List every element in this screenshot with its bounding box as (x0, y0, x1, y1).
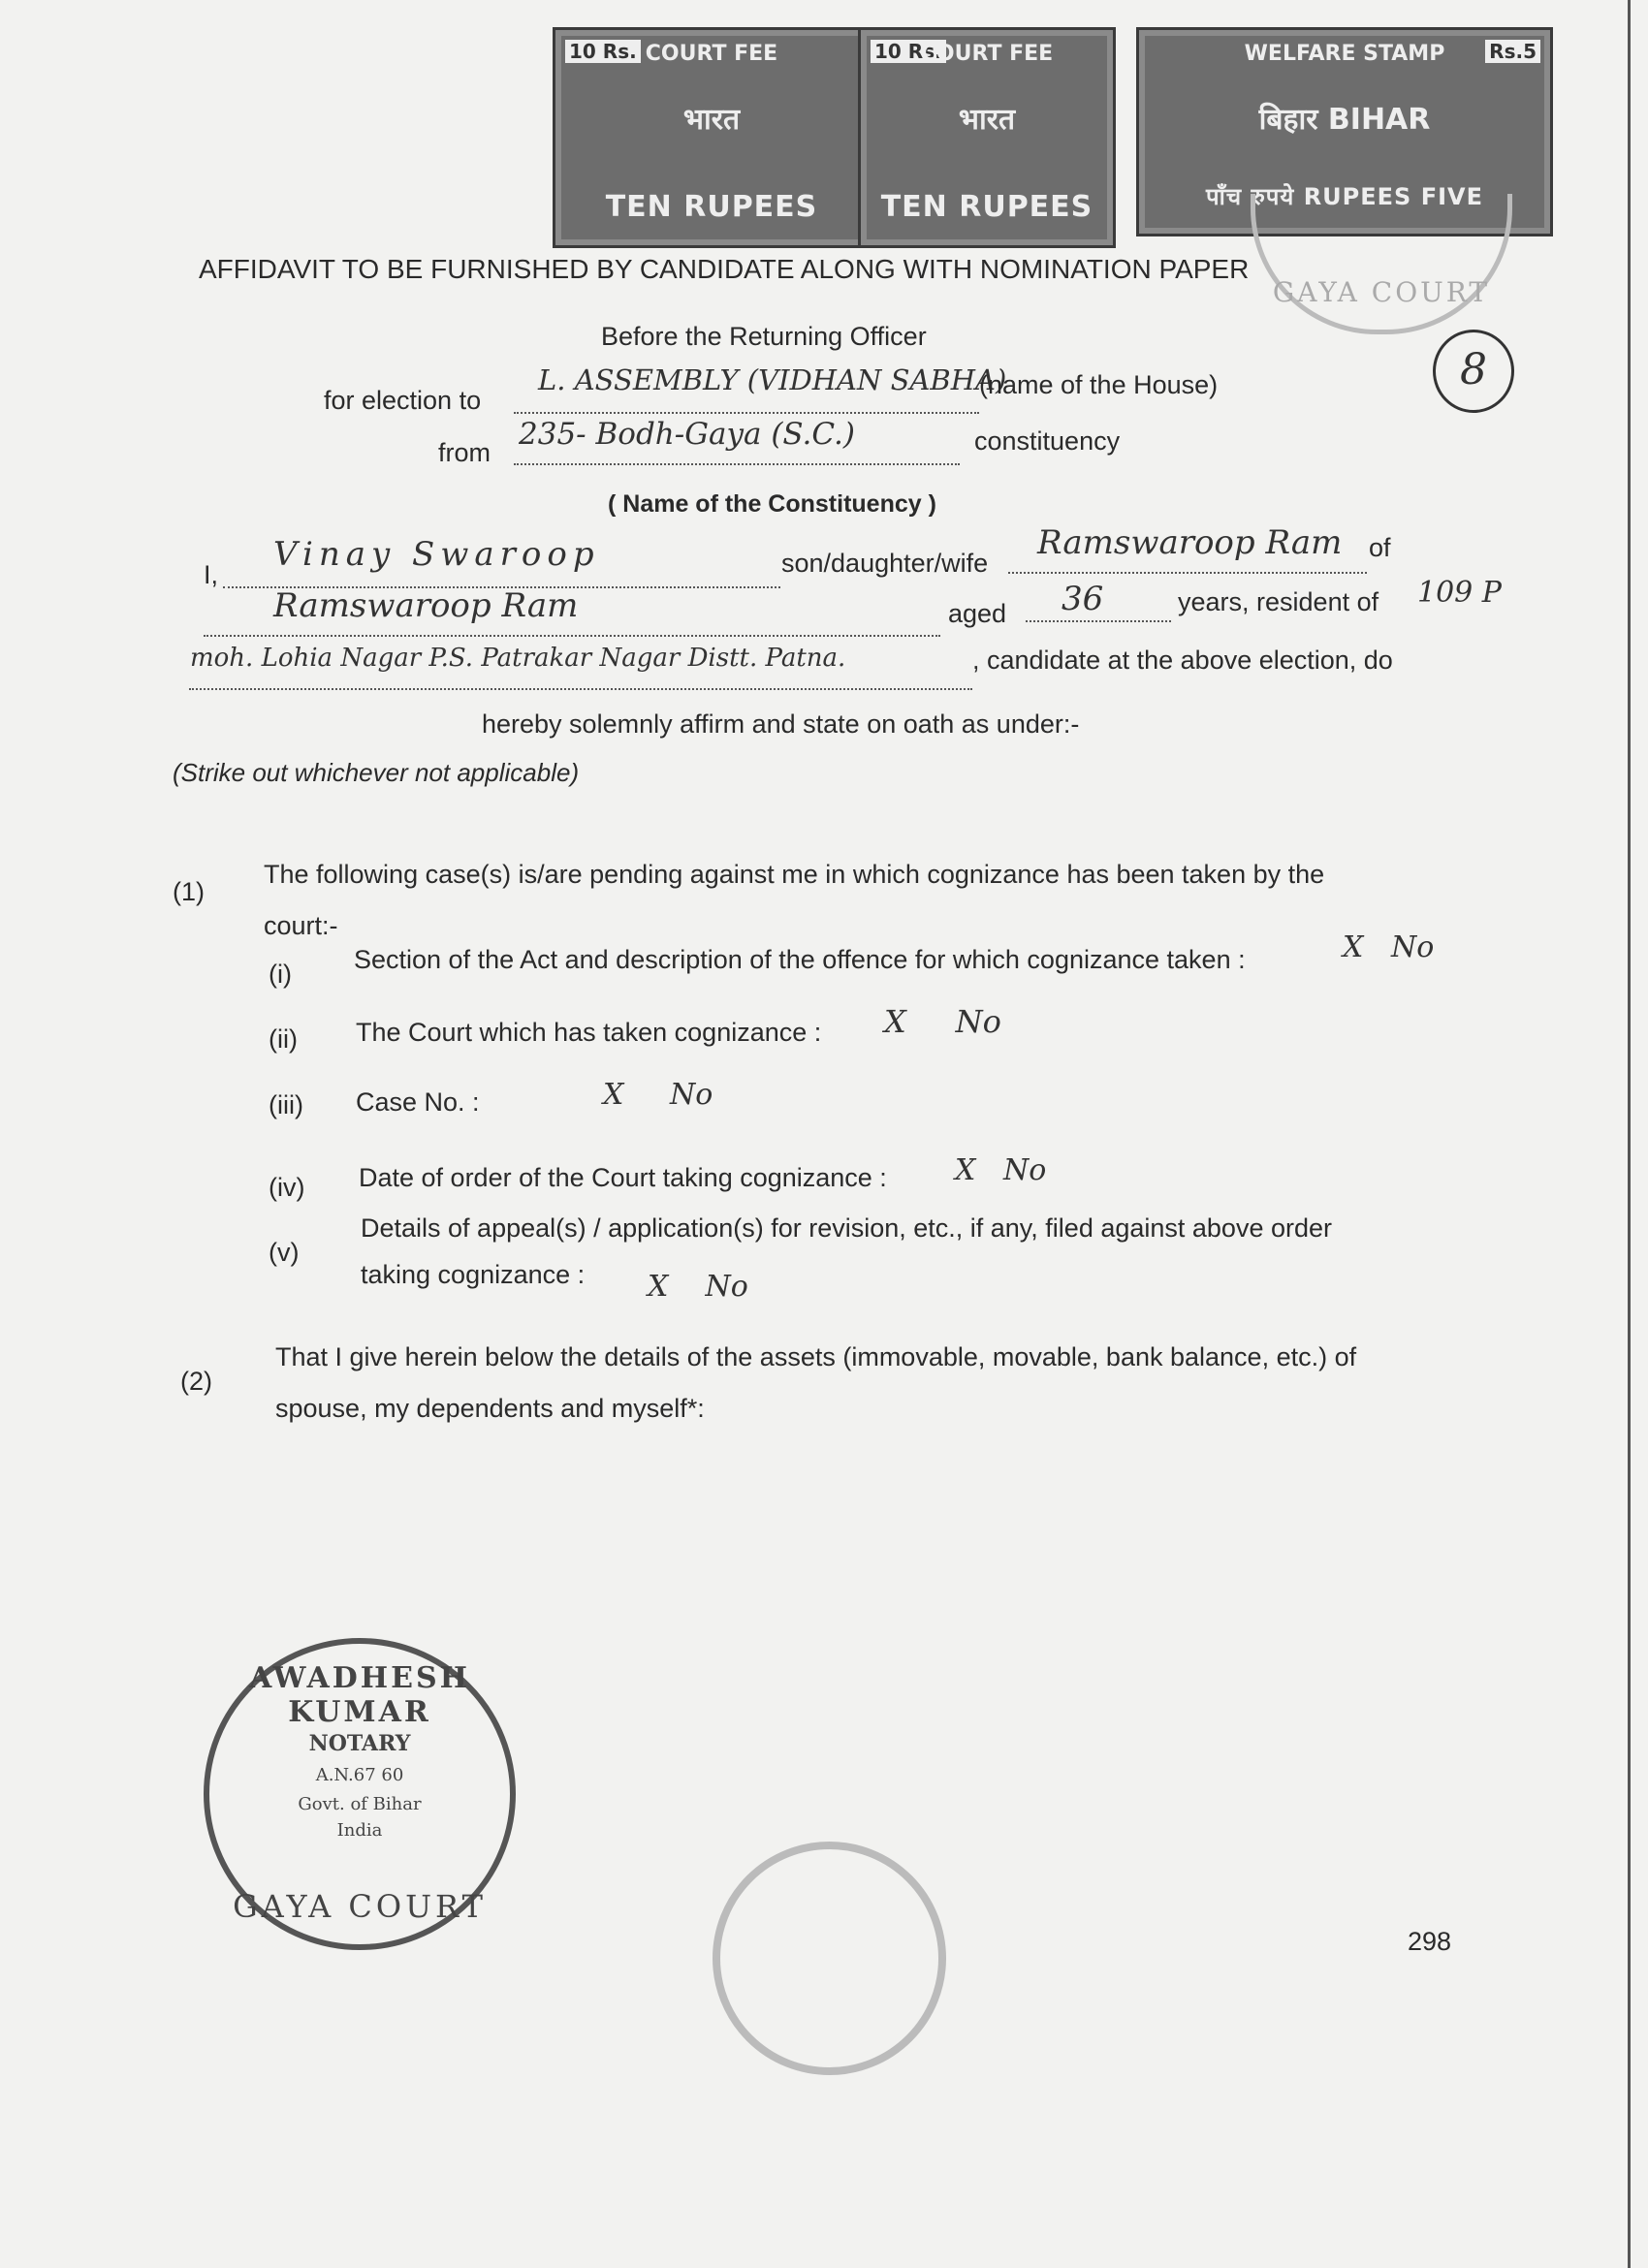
i-label: I, (204, 560, 219, 589)
affirm-text: hereby solemnly affirm and state on oath as under:- (482, 709, 1080, 739)
item-iv-label: Date of order of the Court taking cognizance : (359, 1163, 887, 1192)
stamp-top-text: COURT FEE (920, 42, 1054, 66)
stamp-bottom-text: TEN RUPEES (880, 190, 1093, 224)
court-seal-top (1251, 194, 1512, 334)
candidate-text: , candidate at the above election, do (972, 646, 1393, 675)
father-dotted-line (1008, 572, 1367, 574)
stamp-value: 10 Rs. (565, 40, 641, 63)
stamp-bottom-text: TEN RUPEES (605, 190, 818, 224)
house-suffix: (name of the House) (979, 370, 1219, 399)
item-ii-answer: X No (884, 1003, 1001, 1040)
house-dotted-line (514, 412, 979, 414)
court-fee-stamp-2 (858, 27, 1116, 248)
item-i-number: (i) (269, 960, 292, 989)
item-iii-answer: X No (603, 1078, 713, 1112)
notary-seal-reg: A.N.67 60 (315, 1765, 404, 1785)
section1-text-line2: court:- (264, 911, 338, 940)
relation-label: son/daughter/wife (781, 549, 989, 578)
stamp-mid-text: भारत (958, 103, 1016, 137)
stamp-value: 10 Rs. (871, 40, 946, 63)
section2-text-line2: spouse, my dependents and myself*: (275, 1394, 705, 1423)
section2-number: (2) (180, 1367, 212, 1396)
years-resident-label: years, resident of (1178, 587, 1379, 616)
item-v-answer: X No (648, 1270, 748, 1304)
item-v-number: (v) (269, 1238, 300, 1267)
notary-seal-role: NOTARY (308, 1731, 411, 1756)
item-ii-label: The Court which has taken cognizance : (356, 1018, 822, 1047)
serial-number-circle (1433, 330, 1514, 413)
court-fee-stamp-1 (553, 27, 871, 248)
page-number: 298 (1408, 1927, 1452, 1956)
address-handwritten-2: moh. Lohia Nagar P.S. Patrakar Nagar Distt. Patna. (190, 644, 846, 673)
serial-number: 8 (1460, 345, 1487, 394)
item-i-label: Section of the Act and description of the offence for which cognizance taken : (354, 945, 1246, 974)
notary-seal-court: GAYA COURT (233, 1888, 487, 1925)
declarant-name: Vinay Swaroop (273, 535, 600, 574)
item-iv-answer: X No (955, 1153, 1047, 1187)
item-v-label-2: taking cognizance : (361, 1260, 586, 1289)
line2-dotted-line (204, 635, 940, 637)
constituency-suffix: constituency (974, 426, 1121, 456)
address-handwritten-1: 109 P (1417, 576, 1502, 610)
item-i-answer: X No (1343, 930, 1435, 964)
house-handwritten: L. ASSEMBLY (VIDHAN SABHA) (538, 363, 1007, 396)
father-name: Ramswaroop Ram (1037, 523, 1343, 562)
court-seal-top-text: GAYA COURT (1272, 276, 1491, 308)
stamp-mid-text: बिहार BIHAR (1258, 103, 1431, 137)
of-label: of (1369, 533, 1391, 562)
item-ii-number: (ii) (269, 1024, 298, 1054)
address-dotted-line (189, 688, 972, 690)
page-edge (1628, 0, 1631, 2268)
item-iv-number: (iv) (269, 1173, 305, 1202)
stamp-top-text: COURT FEE (645, 42, 778, 66)
from-label: from (438, 438, 491, 467)
notary-seal-govt: Govt. of Bihar (298, 1794, 422, 1814)
notary-seal-name: AWADHESH KUMAR (248, 1661, 471, 1729)
section2-text-line1: That I give herein below the details of the assets (immovable, movable, bank balance, etc.) of (275, 1342, 1357, 1371)
line2-handwritten: Ramswaroop Ram (273, 586, 579, 625)
constituency-caption: ( Name of the Constituency ) (608, 490, 936, 518)
faint-office-seal (713, 1842, 946, 2075)
age-dotted-line (1026, 620, 1171, 622)
strike-out-note: (Strike out whichever not applicable) (173, 758, 580, 787)
constituency-handwritten: 235- Bodh-Gaya (S.C.) (519, 417, 855, 452)
age-handwritten: 36 (1062, 580, 1104, 618)
section1-number: (1) (173, 877, 205, 906)
notary-seal (204, 1638, 516, 1950)
stamp-top-text: WELFARE STAMP (1244, 42, 1445, 66)
stamp-value: Rs.5 (1485, 40, 1540, 63)
item-v-label: Details of appeal(s) / application(s) for revision, etc., if any, filed against above order (361, 1213, 1332, 1243)
aged-label: aged (948, 599, 1007, 628)
returning-officer-line: Before the Returning Officer (601, 322, 927, 351)
section1-text-line1: The following case(s) is/are pending against me in which cognizance has been taken by the (264, 860, 1325, 889)
constituency-dotted-line (514, 463, 960, 465)
notary-seal-country: India (336, 1820, 383, 1841)
stamp-mid-text: भारत (682, 103, 741, 137)
stamp-bottom-text: पाँच रुपये RUPEES FIVE (1206, 183, 1483, 210)
item-iii-number: (iii) (269, 1090, 303, 1119)
election-label: for election to (324, 386, 482, 415)
affidavit-title: AFFIDAVIT TO BE FURNISHED BY CANDIDATE ALONG WITH NOMINATION PAPER (199, 254, 1250, 284)
item-iii-label: Case No. : (356, 1087, 480, 1117)
